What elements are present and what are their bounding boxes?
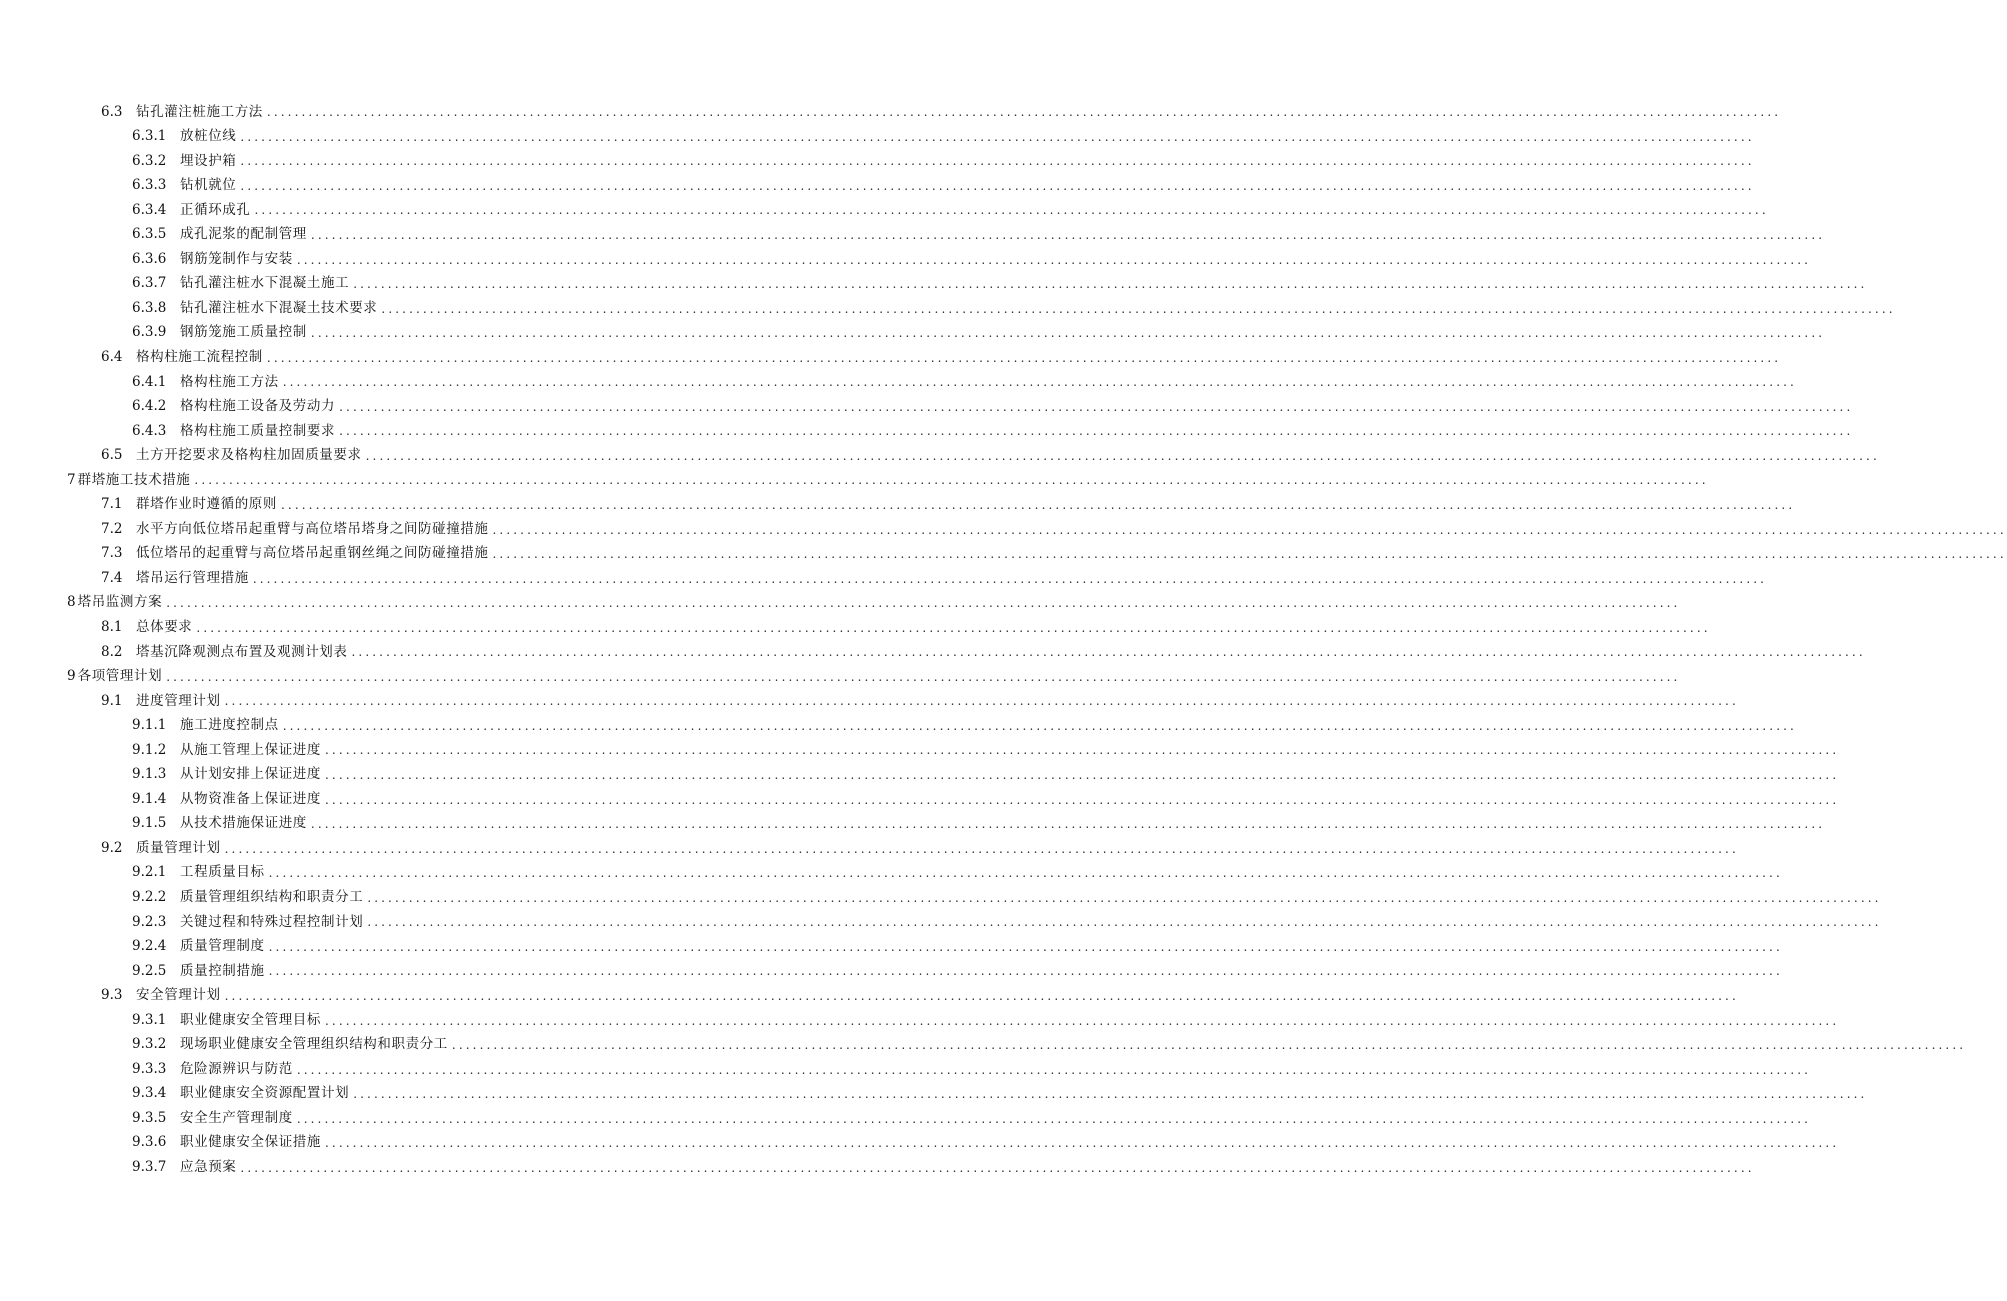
toc-dot-leader: ........................................................................................................................................................................................................................... (266, 105, 1782, 120)
toc-entry-number: 9.1.5 (132, 815, 167, 832)
toc-entry-number: 6.5 (101, 447, 123, 464)
toc-entry-title: 低位塔吊的起重臂与高位塔吊起重钢丝绳之间防碰撞措施 (136, 545, 489, 562)
toc-dot-leader: ........................................................................................................................................................................................................................... (365, 448, 1880, 463)
toc-entry-number: 8.2 (101, 643, 123, 660)
toc-entry-number: 7.4 (101, 569, 123, 586)
toc-dot-leader: ........................................................................................................................................................................................................................... (310, 228, 1826, 242)
toc-entry-number: 6.4 (101, 348, 123, 365)
toc-entry-number: 6.4.2 (132, 398, 167, 415)
toc-dot-leader: ........................................................................................................................................................................................................................... (492, 522, 2007, 537)
toc-entry-title: 从施工管理上保证进度 (180, 741, 321, 758)
toc-entry-title: 质量管理计划 (136, 839, 221, 856)
toc-dot-leader: ........................................................................................................................................................................................................................... (166, 596, 1681, 611)
toc-entry-title: 职业健康安全资源配置计划 (180, 1085, 350, 1102)
toc-dot-leader: ........................................................................................................................................................................................................................... (194, 473, 1709, 488)
toc-entry[interactable] (0, 296, 1896, 321)
toc-entry[interactable] (0, 763, 1840, 788)
toc-entry-number: 6.3.8 (132, 299, 167, 316)
toc-entry-title: 质量管理组织结构和职责分工 (180, 889, 364, 906)
toc-entry-number: 6.4.1 (132, 373, 167, 390)
toc-entry[interactable] (0, 493, 1796, 518)
toc-entry-number: 6.3.3 (132, 177, 167, 194)
toc-dot-leader: ........................................................................................................................................................................................................................... (367, 890, 1882, 905)
toc-dot-leader: ........................................................................................................................................................................................................................... (281, 498, 1796, 513)
toc-entry-number: 9.2.1 (132, 864, 167, 881)
toc-dot-leader: ........................................................................................................................................................................................................................... (224, 988, 1739, 1003)
toc-entry-number: 9.2.2 (132, 889, 167, 906)
toc-dot-leader: ........................................................................................................................................................................................................................... (240, 1160, 1755, 1175)
toc-dot-leader: ........................................................................................................................................................................................................................... (240, 129, 1755, 144)
toc-entry-number: 9.3.7 (132, 1159, 167, 1176)
toc-entry-title: 钢筋笼施工质量控制 (180, 324, 307, 341)
toc-dot-leader: ........................................................................................................................................................................................................................... (325, 1136, 1840, 1151)
toc-entry-title: 从物资准备上保证进度 (180, 790, 321, 807)
toc-entry-number: 9.2 (101, 839, 123, 856)
toc-entry[interactable] (0, 836, 1739, 861)
toc-entry-number: 6.3.2 (132, 152, 167, 169)
toc-entry-title: 危险源辨识与防范 (180, 1060, 293, 1077)
toc-entry-title: 群塔施工技术措施 (77, 471, 191, 488)
toc-dot-leader: ........................................................................................................................................................................................................................... (224, 841, 1739, 856)
toc-entry-title: 群塔作业时遵循的原则 (136, 496, 277, 513)
toc-entry-title: 质量控制措施 (180, 962, 265, 979)
toc-dot-leader: ........................................................................................................................................................................................................................... (325, 792, 1840, 807)
toc-entry-number: 6.3.7 (132, 275, 167, 292)
toc-entry[interactable] (0, 689, 1739, 714)
toc-dot-leader: ........................................................................................................................................................................................................................... (240, 178, 1755, 193)
toc-entry-number: 9.2.3 (132, 913, 167, 930)
toc-entry[interactable] (0, 787, 1840, 812)
toc-dot-leader: ........................................................................................................................................................................................................................... (381, 301, 1896, 316)
toc-entry-title: 工程质量目标 (180, 864, 265, 881)
toc-entry-title: 钻机就位 (180, 177, 237, 194)
toc-dot-leader: ........................................................................................................................................................................................................................... (224, 694, 1739, 709)
toc-entry[interactable] (0, 665, 1681, 690)
toc-dot-leader: ........................................................................................................................................................................................................................... (339, 424, 1854, 439)
toc-entry-number: 9.2.4 (132, 938, 167, 955)
toc-entry-title: 钻孔灌注桩施工方法 (136, 103, 263, 120)
toc-entry-title: 从技术措施保证进度 (180, 815, 307, 832)
toc-entry-number: 7.1 (101, 496, 123, 513)
toc-entry-title: 格构柱施工流程控制 (136, 348, 263, 365)
toc-entry[interactable] (0, 1082, 1868, 1107)
toc-entry-title: 塔吊运行管理措施 (136, 569, 249, 586)
toc-dot-leader: ........................................................................................................................................................................................................................... (296, 252, 1812, 267)
toc-entry-title: 安全管理计划 (136, 987, 221, 1004)
toc-entry-title: 放桩位线 (180, 128, 237, 145)
toc-entry-number: 9.3 (101, 987, 123, 1004)
toc-entry-title: 从计划安排上保证进度 (180, 766, 321, 783)
toc-entry-number: 7.2 (101, 520, 123, 537)
toc-dot-leader: ........................................................................................................................................................................................................................... (252, 571, 1768, 586)
toc-entry[interactable] (0, 174, 1755, 199)
toc-entry[interactable] (0, 640, 1866, 665)
toc-dot-leader: ........................................................................................................................................................................................................................... (268, 866, 1783, 881)
toc-entry[interactable] (0, 247, 1812, 272)
toc-dot-leader: ........................................................................................................................................................................................................................... (254, 203, 1769, 218)
toc-entry[interactable] (0, 959, 1783, 984)
toc-dot-leader: ........................................................................................................................................................................................................................... (325, 1013, 1840, 1028)
toc-entry-number: 9.1.4 (132, 790, 167, 807)
toc-entry-title: 职业健康安全保证措施 (180, 1134, 321, 1151)
toc-entry-number: 8 (67, 594, 76, 611)
toc-entry-title: 质量管理制度 (180, 938, 265, 955)
toc-entry-number: 9.1.3 (132, 766, 167, 783)
toc-dot-leader: ........................................................................................................................................................................................................................... (451, 1038, 1967, 1053)
toc-entry[interactable] (0, 861, 1783, 886)
toc-entry-number: 6.4.3 (132, 422, 167, 439)
toc-entry-number: 6.3.9 (132, 324, 167, 341)
toc-dot-leader: ........................................................................................................................................................................................................................... (492, 547, 2007, 562)
toc-entry-number: 8.1 (101, 619, 123, 635)
toc-entry[interactable] (0, 714, 1797, 739)
toc-entry[interactable] (0, 419, 1854, 444)
toc-entry-title: 职业健康安全管理目标 (180, 1011, 321, 1028)
toc-entry-title: 安全生产管理制度 (180, 1109, 293, 1126)
toc-entry-title: 成孔泥浆的配制管理 (180, 226, 307, 243)
toc-dot-leader: ........................................................................................................................................................................................................................... (166, 669, 1681, 684)
toc-entry-number: 9.3.6 (132, 1134, 167, 1151)
toc-entry[interactable] (0, 149, 1755, 174)
toc-entry-title: 钢筋笼制作与安装 (180, 250, 293, 267)
toc-entry-title: 塔吊监测方案 (77, 594, 163, 611)
toc-entry-title: 应急预案 (180, 1159, 237, 1176)
toc-entry[interactable] (0, 1106, 1812, 1131)
toc-entry-number: 9.1.1 (132, 717, 167, 734)
toc-dot-leader: ........................................................................................................................................................................................................................... (310, 326, 1826, 341)
toc-entry-number: 9.2.5 (132, 962, 167, 979)
toc-entry-number: 9.3.2 (132, 1036, 167, 1053)
toc-entry-title: 格构柱施工方法 (180, 373, 279, 390)
toc-dot-leader: ........................................................................................................................................................................................................................... (367, 915, 1882, 930)
toc-entry-number: 9.3.1 (132, 1011, 167, 1028)
toc-entry-title: 土方开挖要求及格构柱加固质量要求 (136, 447, 362, 464)
toc-entry-number: 6.3.5 (132, 226, 167, 243)
toc-dot-leader: ........................................................................................................................................................................................................................... (310, 817, 1826, 832)
toc-entry-number: 6.3.1 (132, 128, 167, 145)
toc-dot-leader: ........................................................................................................................................................................................................................... (268, 939, 1783, 954)
toc-entry-title: 格构柱施工质量控制要求 (180, 422, 336, 439)
toc-entry[interactable] (0, 615, 1711, 640)
toc-dot-leader: ........................................................................................................................................................................................................................... (325, 768, 1840, 783)
toc-entry[interactable] (0, 1156, 1755, 1181)
toc-entry-number: 9.1 (101, 692, 123, 709)
toc-entry-number: 7 (67, 471, 76, 488)
toc-entry[interactable] (0, 1131, 1840, 1156)
toc-entry-title: 水平方向低位塔吊起重臂与高位塔吊塔身之间防碰撞措施 (136, 520, 489, 537)
toc-entry[interactable] (0, 1033, 1967, 1058)
toc-entry[interactable] (0, 345, 1782, 370)
toc-dot-leader: ........................................................................................................................................................................................................................... (339, 399, 1854, 414)
toc-dot-leader: ........................................................................................................................................................................................................................... (296, 1111, 1812, 1126)
toc-entry[interactable] (0, 935, 1783, 960)
toc-entry[interactable] (0, 566, 1768, 591)
toc-entry[interactable] (0, 223, 1826, 248)
toc-dot-leader: ........................................................................................................................................................................................................................... (351, 645, 1866, 660)
toc-entry-number: 9 (67, 668, 76, 685)
toc-entry[interactable] (0, 468, 1709, 493)
toc-entry-title: 关键过程和特殊过程控制计划 (180, 913, 364, 930)
toc-dot-leader: ........................................................................................................................................................................................................................... (240, 154, 1755, 169)
toc-dot-leader: ........................................................................................................................................................................................................................... (325, 743, 1840, 758)
toc-entry-title: 施工进度控制点 (180, 717, 279, 734)
toc-entry[interactable] (0, 1057, 1812, 1082)
toc-dot-leader: ........................................................................................................................................................................................................................... (282, 375, 1797, 390)
toc-entry-number: 6.3.6 (132, 250, 167, 267)
toc-entry[interactable] (0, 395, 1854, 420)
toc-entry-title: 钻孔灌注桩水下混凝土施工 (180, 275, 350, 292)
toc-entry[interactable] (0, 984, 1739, 1009)
toc-entry[interactable] (0, 910, 1882, 935)
toc-entry-number: 9.3.5 (132, 1109, 167, 1126)
toc-entry[interactable] (0, 591, 1681, 616)
toc-dot-leader: ........................................................................................................................................................................................................................... (353, 1087, 1868, 1102)
toc-dot-leader: ........................................................................................................................................................................................................................... (196, 620, 1711, 635)
toc-dot-leader: ........................................................................................................................................................................................................................... (353, 277, 1868, 292)
table-of-contents (0, 100, 2007, 1180)
toc-entry-title: 正循环成孔 (180, 201, 251, 218)
toc-entry[interactable] (0, 100, 1782, 125)
toc-entry[interactable] (0, 886, 1882, 911)
toc-dot-leader: ........................................................................................................................................................................................................................... (268, 964, 1783, 979)
toc-entry[interactable] (0, 444, 1880, 469)
toc-entry[interactable] (0, 321, 1826, 346)
toc-entry[interactable] (0, 198, 1769, 223)
toc-dot-leader: ........................................................................................................................................................................................................................... (282, 718, 1797, 733)
toc-entry-title: 进度管理计划 (136, 692, 221, 709)
toc-entry-number: 9.1.2 (132, 741, 167, 758)
toc-entry-number: 9.3.3 (132, 1060, 167, 1077)
toc-entry-title: 塔基沉降观测点布置及观测计划表 (136, 643, 348, 660)
toc-entry[interactable] (0, 542, 2007, 567)
toc-entry[interactable] (0, 738, 1840, 763)
toc-entry-number: 6.3 (101, 103, 123, 120)
toc-entry-title: 各项管理计划 (77, 668, 163, 685)
toc-entry-number: 9.3.4 (132, 1085, 167, 1102)
toc-entry-title: 总体要求 (136, 619, 193, 635)
toc-entry[interactable] (0, 272, 1868, 297)
toc-entry-title: 格构柱施工设备及劳动力 (180, 398, 336, 415)
toc-entry[interactable] (0, 1008, 1840, 1033)
toc-entry[interactable] (0, 125, 1755, 150)
toc-entry-title: 现场职业健康安全管理组织结构和职责分工 (180, 1036, 448, 1053)
toc-entry[interactable] (0, 517, 2007, 542)
toc-dot-leader: ........................................................................................................................................................................................................................... (266, 350, 1782, 365)
toc-entry-number: 7.3 (101, 545, 123, 562)
toc-entry[interactable] (0, 370, 1797, 395)
toc-entry-title: 钻孔灌注桩水下混凝土技术要求 (180, 299, 378, 316)
toc-dot-leader: ........................................................................................................................................................................................................................... (296, 1062, 1812, 1077)
toc-entry-title: 埋设护箱 (180, 152, 237, 169)
toc-entry-number: 6.3.4 (132, 201, 167, 218)
toc-entry[interactable] (0, 812, 1826, 837)
